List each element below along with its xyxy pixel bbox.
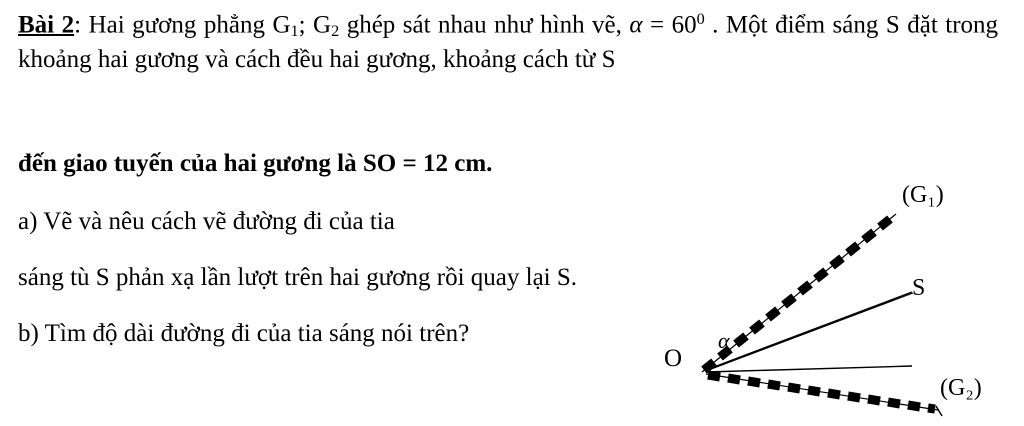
label-g1: (G₁) — [902, 182, 944, 208]
paragraph-1-text-6: Một điểm sáng S đặt trong khoảng hai gương và cách đều hai gương, khoảng cách từ S — [18, 11, 999, 73]
paragraph-2: đến giao tuyến của hai gương là SO = 12 cm. — [18, 150, 493, 177]
mirror-g2-line — [706, 374, 938, 410]
paragraph-1-text-4: = 60 — [642, 11, 697, 39]
label-g2: (G₂) — [940, 375, 982, 401]
problem-label: Bài 2 — [18, 11, 75, 39]
problem-label-colon: : — [74, 11, 89, 39]
paragraph-1-text-2: ; G — [298, 11, 332, 39]
paragraph-1-text-3: ghép sát nhau như hình vẽ, — [339, 11, 630, 39]
label-s: S — [912, 275, 926, 301]
mirror-g1-line — [702, 214, 896, 372]
paragraph-1 — [18, 8, 998, 77]
paragraph-1-text-5: . — [704, 11, 719, 39]
ray-o-to-s-upper — [706, 292, 912, 370]
paragraph-4: sáng tù S phản xạ lần lượt trên hai gương rồi quay lại S. — [18, 264, 578, 291]
paragraph-3: a) Vẽ và nêu cách vẽ đường đi của tia — [18, 208, 395, 235]
mirror-diagram — [650, 170, 1020, 420]
g1-subscript: 1 — [290, 22, 299, 40]
g2-subscript: 2 — [331, 22, 340, 40]
mirror-g2-endcap — [936, 406, 942, 416]
problem-text-block — [18, 8, 1008, 77]
ray-o-to-s-lower — [706, 366, 912, 372]
label-alpha: α — [718, 328, 730, 353]
label-o: O — [664, 345, 683, 372]
paragraph-1-text-1: Hai gương phẳng G — [88, 11, 291, 39]
alpha-symbol: α — [629, 11, 643, 39]
paragraph-5: b) Tìm độ dài đường đi của tia sáng nói trên? — [18, 320, 470, 347]
ray-os — [706, 293, 913, 371]
degree-superscript: 0 — [696, 10, 705, 28]
